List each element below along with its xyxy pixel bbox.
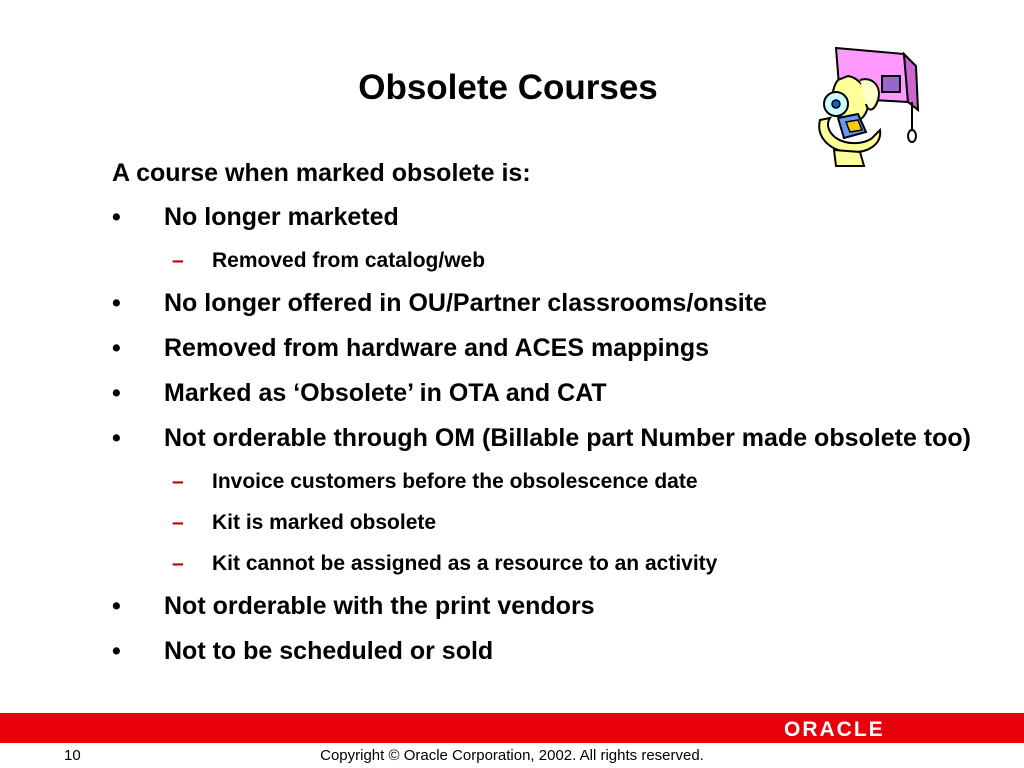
- bullet-icon: •: [112, 424, 121, 452]
- bullet-icon: •: [112, 334, 121, 362]
- dash-icon: –: [172, 470, 184, 493]
- bullet-item: [112, 377, 972, 410]
- bullet-item: [112, 422, 972, 455]
- footer-bar: [0, 713, 1024, 743]
- bullet-icon: •: [112, 379, 121, 407]
- sub-bullet-text: Removed from catalog/web: [212, 249, 486, 272]
- oracle-logo-icon: [784, 717, 914, 739]
- bullet-icon: •: [112, 592, 121, 620]
- slide-title: Obsolete Courses: [358, 68, 658, 107]
- bullet-icon: •: [112, 637, 121, 665]
- intro-text: A course when marked obsolete is:: [112, 159, 531, 187]
- bullet-text: Not orderable through OM (Billable part Number made obsolete too): [164, 424, 971, 452]
- computer-person-clipart-icon: [808, 40, 938, 172]
- bullet-text: No longer offered in OU/Partner classrooms/onsite: [164, 289, 767, 317]
- bullet-item: [112, 590, 972, 623]
- sub-bullet-text: Kit cannot be assigned as a resource to an activity: [212, 552, 718, 575]
- sub-bullet-item: [112, 468, 972, 496]
- dash-icon: –: [172, 552, 184, 575]
- bullet-text: Not orderable with the print vendors: [164, 592, 595, 620]
- bullet-item: [112, 201, 972, 234]
- footer: [0, 743, 1024, 768]
- sub-bullet-item: [112, 550, 972, 578]
- bullet-text: Not to be scheduled or sold: [164, 637, 494, 665]
- sub-bullet-text: Invoice customers before the obsolescence date: [212, 470, 698, 493]
- sub-bullet-text: Kit is marked obsolete: [212, 511, 437, 534]
- bullet-item: [112, 635, 972, 668]
- bullet-icon: •: [112, 203, 121, 231]
- copyright-text: Copyright © Oracle Corporation, 2002. All rights reserved.: [320, 747, 704, 764]
- bullet-text: Marked as ‘Obsolete’ in OTA and CAT: [164, 379, 607, 407]
- slide-content: [112, 157, 972, 668]
- dash-icon: –: [172, 249, 184, 272]
- svg-text:ORACLE: ORACLE: [784, 718, 885, 739]
- bullet-text: No longer marketed: [164, 203, 399, 231]
- bullet-list: [112, 201, 972, 668]
- bullet-icon: •: [112, 289, 121, 317]
- bullet-item: [112, 287, 972, 320]
- bullet-text: Removed from hardware and ACES mappings: [164, 334, 710, 362]
- bullet-item: [112, 332, 972, 365]
- sub-bullet-item: [112, 247, 972, 275]
- dash-icon: –: [172, 511, 184, 534]
- page-number: 10: [64, 747, 81, 764]
- sub-bullet-item: [112, 509, 972, 537]
